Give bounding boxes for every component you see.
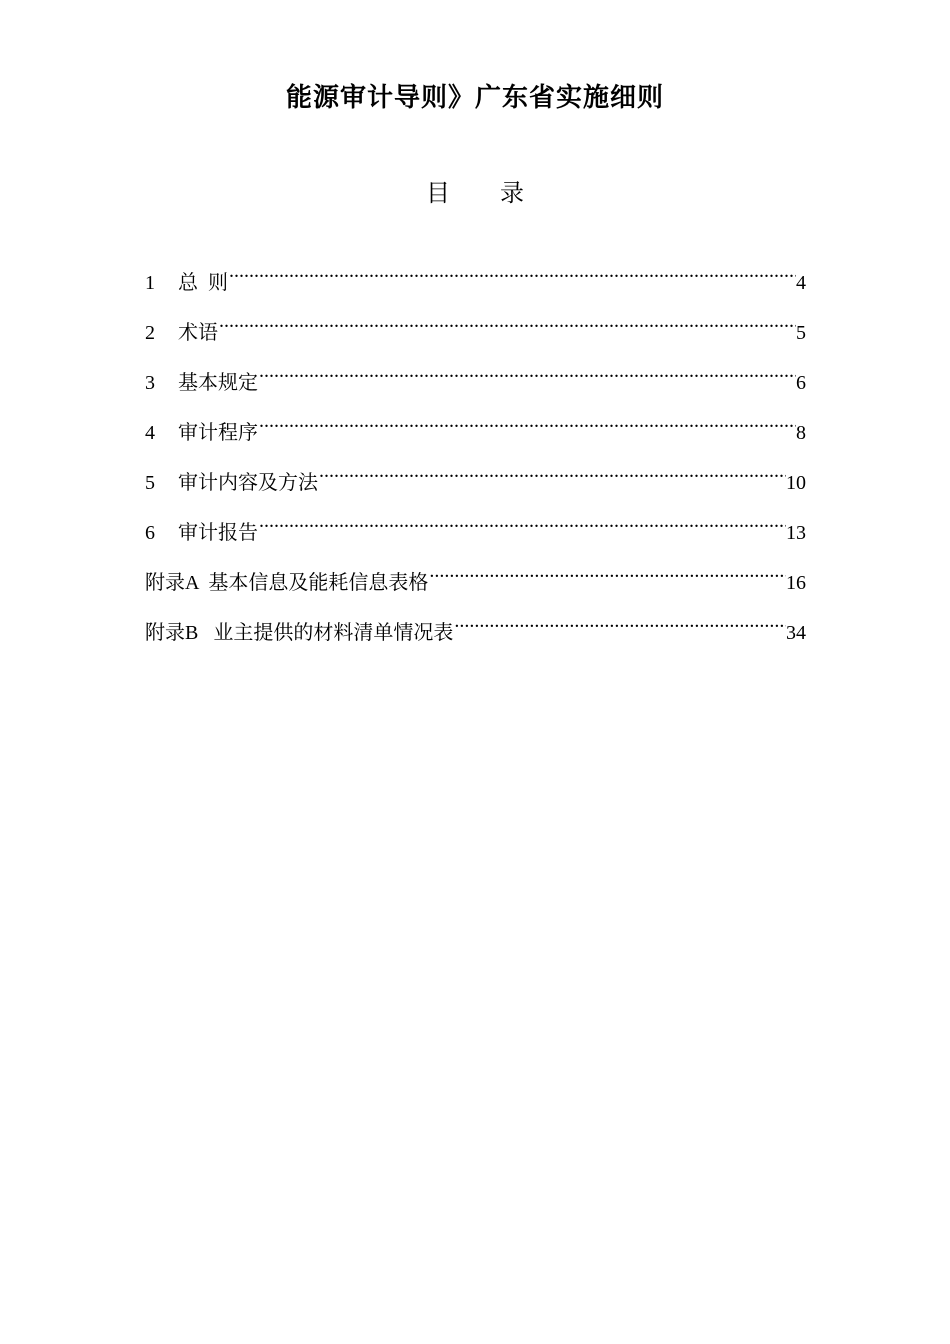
- toc-entry-number: 1: [145, 272, 155, 294]
- toc-entry-number: 6: [145, 522, 155, 544]
- toc-heading: [0, 176, 950, 212]
- toc-entry-5[interactable]: [145, 453, 806, 503]
- toc-entry-label: 附录A 基本信息及能耗信息表格: [145, 572, 429, 594]
- table-of-contents: [145, 253, 806, 653]
- toc-leader-dots: [218, 303, 796, 339]
- toc-leader-dots: [228, 253, 796, 289]
- toc-entry-page: 4: [796, 272, 806, 294]
- toc-entry-appendix-b[interactable]: [145, 603, 806, 653]
- toc-entry-number: 5: [145, 472, 155, 494]
- toc-entry-page: 16: [786, 572, 806, 594]
- toc-entry-1[interactable]: [145, 253, 806, 303]
- toc-entry-page: 34: [786, 622, 806, 644]
- toc-entry-page: 6: [796, 372, 806, 394]
- toc-entry-page: 5: [796, 322, 806, 344]
- toc-leader-dots: [258, 403, 796, 439]
- toc-entry-label: 审计报告: [178, 522, 258, 544]
- toc-heading-left: 目: [426, 181, 450, 207]
- toc-entry-label: 审计内容及方法: [178, 472, 318, 494]
- toc-leader-dots: [453, 603, 786, 639]
- toc-entry-page: 13: [786, 522, 806, 544]
- toc-entry-number: 3: [145, 372, 155, 394]
- toc-entry-label: 术语: [178, 322, 218, 344]
- document-title: 能源审计导则》广东省实施细则: [285, 83, 664, 112]
- toc-entry-label: 审计程序: [178, 422, 258, 444]
- toc-heading-right: 录: [500, 181, 524, 207]
- toc-entry-6[interactable]: [145, 503, 806, 553]
- toc-entry-appendix-a[interactable]: [145, 553, 806, 603]
- toc-entry-number: 2: [145, 322, 155, 344]
- toc-leader-dots: [258, 353, 796, 389]
- toc-entry-label: 基本规定: [178, 372, 258, 394]
- toc-entry-page: 8: [796, 422, 806, 444]
- toc-entry-page: 10: [786, 472, 806, 494]
- toc-entry-3[interactable]: [145, 353, 806, 403]
- toc-entry-label: 附录B 业主提供的材料清单情况表: [145, 622, 454, 644]
- toc-leader-dots: [258, 503, 786, 539]
- toc-leader-dots: [318, 453, 786, 489]
- toc-entry-label: 总 则: [178, 272, 228, 294]
- toc-entry-4[interactable]: [145, 403, 806, 453]
- toc-entry-number: 4: [145, 422, 155, 444]
- toc-leader-dots: [428, 553, 786, 589]
- toc-entry-2[interactable]: [145, 303, 806, 353]
